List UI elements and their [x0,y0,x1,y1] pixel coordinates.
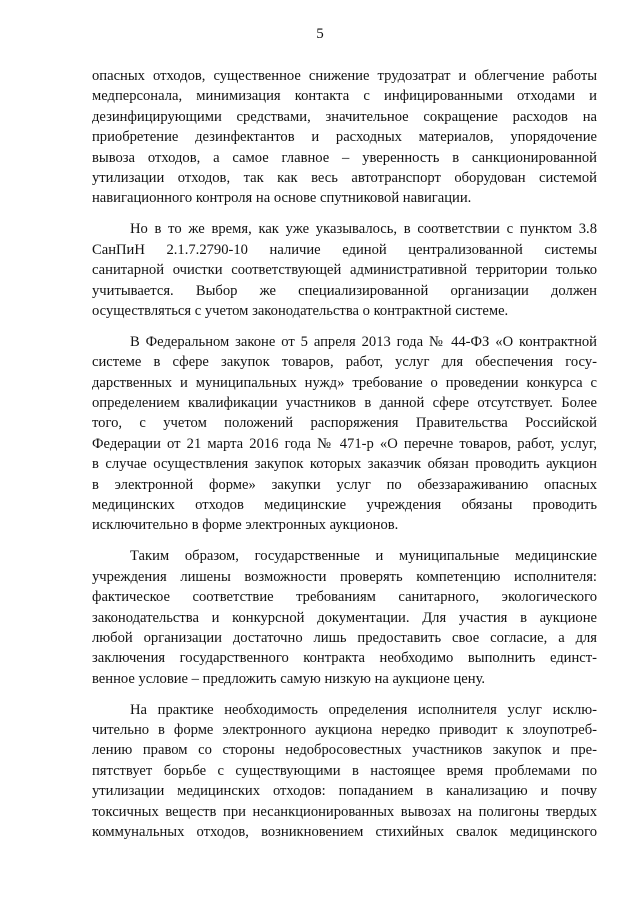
text-line: коммунальных отходов, возникновением стихийных свалок медицинского [92,824,597,841]
text-line: Федерации от 21 марта 2016 года № 471-р «О перечне товаров, работ, услуг, [92,435,597,452]
text-line: фактическое соответствие требованиям санитарного, экологического [92,589,597,606]
text-line: чительно в форме электронного аукциона нередко приводит к злоупотреб- [92,722,597,739]
paragraph-5 [92,700,597,843]
text-line: СанПиН 2.1.7.2790-10 наличие единой централизованной системы [92,241,597,258]
text-line: дарственных и муниципальных нужд» требование о проведении конкурса с [92,374,597,391]
text-line: утилизации отходов, так как весь автотранспорт оборудован системой [92,169,597,186]
text-line: учреждения лишены возможности проверять компетенцию исполнителя: [92,568,597,585]
text-line: заключения государственного контракта необходимо выполнить единст- [92,650,597,667]
text-line: осуществляться с учетом законодательства о контрактной системе. [92,302,509,319]
text-line: законодательства и конкурсной документации. Для участия в аукционе [92,609,597,626]
text-line: санитарной очистки соответствующей административной территории только [92,262,597,279]
text-line: лению правом со стороны недобросовестных участников закупок и пре- [92,742,597,759]
text-line: дезинфицирующими средствами, значительное сокращение расходов на [92,108,597,125]
text-line: В Федеральном законе от 5 апреля 2013 года № 44-ФЗ «О контрактной [130,333,597,350]
document-body [92,66,597,853]
text-line: утилизации медицинских отходов: попаданием в канализацию и почву [92,783,597,800]
text-line: того, с учетом положений распоряжения Правительства Российской [92,415,597,432]
text-line: токсичных веществ при несанкционированных вывозах на полигоны твердых [92,803,597,820]
text-line: медицинских отходов медицинские учреждения обязаны проводить [92,497,597,513]
text-line: любой организации достаточно лишь предоставить свое согласие, а для [92,629,597,646]
paragraph-2 [92,219,597,321]
page-number: 5 [316,26,324,42]
text-line: приобретение дезинфектантов и расходных материалов, упорядочение [92,129,597,146]
text-line: вывоза отходов, а самое главное – уверенность в санкционированной [92,149,597,166]
text-line: учитывается. Выбор же специализированной организации должен [92,282,597,299]
text-line: навигационного контроля на основе спутниковой навигации. [92,190,472,207]
text-line: венное условие – предложить самую низкую на аукционе цену. [92,670,486,687]
paragraph-4 [92,546,597,689]
text-line: На практике необходимость определения исполнителя услуг исклю- [130,701,597,718]
text-line: исключительно в форме электронных аукционов. [92,517,399,534]
text-line: в электронной форме» закупки услуг по обеззараживанию опасных [92,476,597,493]
text-line: в случае осуществления закупок которых заказчик обязан проводить аукцион [92,456,597,473]
text-line: медперсонала, минимизация контакта с инфицированными отходами и [92,88,597,105]
text-line: Таким образом, государственные и муниципальные медицинские [130,548,597,565]
text-line: системе в сфере закупок товаров, работ, услуг для обеспечения госу- [92,354,597,371]
text-line: Но в то же время, как уже указывалось, в соответствии с пунктом 3.8 [130,221,597,238]
text-line: опасных отходов, существенное снижение трудозатрат и облегчение работы [92,68,597,84]
text-line: определением квалификации участников в данной сфере отсутствует. Более [92,395,597,412]
paragraph-1 [92,66,597,209]
text-line: пятствует борьбе с существующими в настоящее время проблемами по [92,762,597,779]
paragraph-3 [92,332,597,536]
